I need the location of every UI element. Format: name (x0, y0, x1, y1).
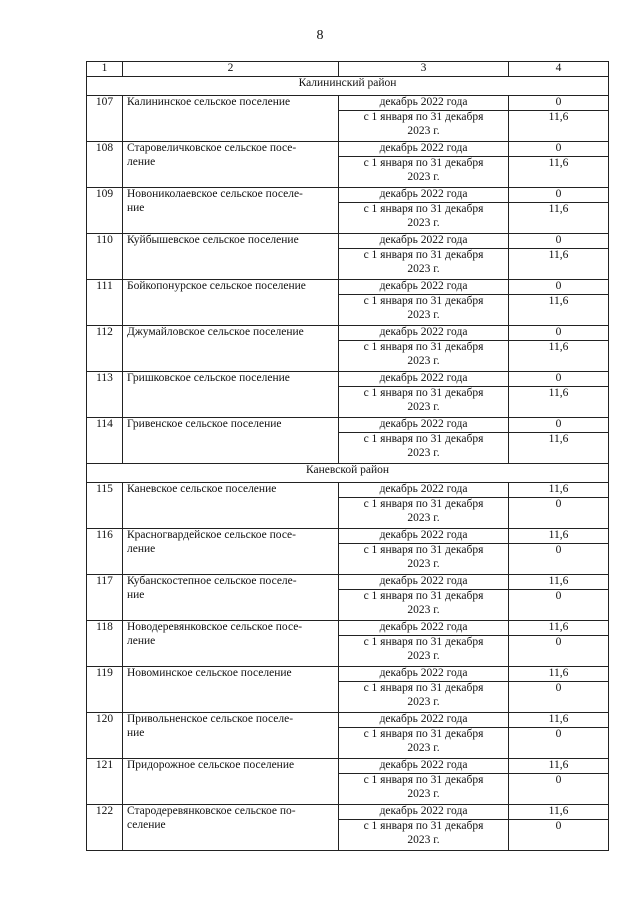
period-year-line2: 2023 г. (407, 695, 440, 708)
table-row (87, 575, 609, 590)
period-year-line1: с 1 января по 31 декабря (363, 590, 484, 602)
value-year: 11,6 (509, 249, 609, 280)
period-december: декабрь 2022 года (339, 713, 509, 728)
value-year: 11,6 (509, 433, 609, 464)
value-december: 0 (509, 326, 609, 341)
value-year: 0 (509, 682, 609, 713)
value-december: 0 (509, 234, 609, 249)
column-header: 3 (339, 62, 509, 77)
period-december: декабрь 2022 года (339, 529, 509, 544)
period-december: декабрь 2022 года (339, 188, 509, 203)
period-year (339, 295, 509, 326)
row-number: 116 (87, 529, 123, 575)
period-december: декабрь 2022 года (339, 142, 509, 157)
period-december: декабрь 2022 года (339, 483, 509, 498)
table-row (87, 96, 609, 111)
period-year (339, 249, 509, 280)
period-year-line1: с 1 января по 31 декабря (363, 636, 484, 648)
row-number: 107 (87, 96, 123, 142)
settlement-name: Гривенское сельское поселение (123, 418, 339, 464)
period-year-line1: с 1 января по 31 декабря (363, 728, 484, 740)
column-header: 4 (509, 62, 609, 77)
period-year-line2: 2023 г. (407, 124, 440, 137)
period-year-line2: 2023 г. (407, 603, 440, 616)
settlement-name: Придорожное сельское поселение (123, 759, 339, 805)
period-year-line2: 2023 г. (407, 557, 440, 570)
settlement-name: Гришковское сельское поселение (123, 372, 339, 418)
column-header: 1 (87, 62, 123, 77)
table-row (87, 326, 609, 341)
region-row (87, 77, 609, 96)
period-december: декабрь 2022 года (339, 667, 509, 682)
period-year-line2: 2023 г. (407, 833, 440, 846)
period-december: декабрь 2022 года (339, 234, 509, 249)
period-december: декабрь 2022 года (339, 96, 509, 111)
row-number: 121 (87, 759, 123, 805)
period-year-line2: 2023 г. (407, 787, 440, 800)
row-number: 114 (87, 418, 123, 464)
value-year: 11,6 (509, 157, 609, 188)
period-year (339, 774, 509, 805)
value-december: 11,6 (509, 529, 609, 544)
value-year: 0 (509, 544, 609, 575)
settlement-name: Привольненское сельское поселе- ние (123, 713, 339, 759)
table-body (87, 62, 609, 851)
period-year-line1: с 1 января по 31 декабря (363, 544, 484, 556)
row-number: 109 (87, 188, 123, 234)
settlement-name: Старовеличковское сельское посе- ление (123, 142, 339, 188)
settlement-name: Калининское сельское поселение (123, 96, 339, 142)
value-year: 0 (509, 636, 609, 667)
period-year (339, 203, 509, 234)
value-year: 11,6 (509, 341, 609, 372)
period-year-line2: 2023 г. (407, 262, 440, 275)
value-december: 0 (509, 96, 609, 111)
value-year: 11,6 (509, 387, 609, 418)
period-december: декабрь 2022 года (339, 575, 509, 590)
row-number: 113 (87, 372, 123, 418)
period-year-line2: 2023 г. (407, 400, 440, 413)
table-row (87, 234, 609, 249)
value-december: 11,6 (509, 713, 609, 728)
table-row (87, 418, 609, 433)
row-number: 108 (87, 142, 123, 188)
period-year (339, 544, 509, 575)
settlement-name: Красногвардейское сельское посе- ление (123, 529, 339, 575)
period-year (339, 636, 509, 667)
period-december: декабрь 2022 года (339, 372, 509, 387)
value-year: 11,6 (509, 203, 609, 234)
value-december: 11,6 (509, 667, 609, 682)
period-year-line1: с 1 января по 31 декабря (363, 295, 484, 307)
period-year (339, 682, 509, 713)
table-row (87, 372, 609, 387)
page-number: 8 (316, 28, 324, 43)
settlement-name: Новоминское сельское поселение (123, 667, 339, 713)
settlement-name: Новодеревянковское сельское посе- ление (123, 621, 339, 667)
period-year-line1: с 1 января по 31 декабря (363, 203, 484, 215)
value-year: 0 (509, 774, 609, 805)
value-december: 0 (509, 142, 609, 157)
row-number: 110 (87, 234, 123, 280)
table-row (87, 667, 609, 682)
period-year-line2: 2023 г. (407, 308, 440, 321)
period-year-line1: с 1 января по 31 декабря (363, 341, 484, 353)
settlement-name: Кубанскостепное сельское поселе- ние (123, 575, 339, 621)
table-row (87, 621, 609, 636)
period-december: декабрь 2022 года (339, 621, 509, 636)
value-december: 11,6 (509, 621, 609, 636)
settlement-name: Джумайловское сельское поселение (123, 326, 339, 372)
period-december: декабрь 2022 года (339, 280, 509, 295)
value-december: 0 (509, 372, 609, 387)
region-name: Каневской район (87, 464, 609, 483)
value-december: 11,6 (509, 805, 609, 820)
period-year (339, 590, 509, 621)
row-number: 115 (87, 483, 123, 529)
period-year-line1: с 1 января по 31 декабря (363, 820, 484, 832)
period-year (339, 728, 509, 759)
table-row (87, 713, 609, 728)
value-december: 0 (509, 188, 609, 203)
value-december: 0 (509, 280, 609, 295)
table-row (87, 483, 609, 498)
period-year-line2: 2023 г. (407, 649, 440, 662)
period-year-line2: 2023 г. (407, 354, 440, 367)
row-number: 117 (87, 575, 123, 621)
period-december: декабрь 2022 года (339, 805, 509, 820)
row-number: 120 (87, 713, 123, 759)
value-december: 11,6 (509, 759, 609, 774)
value-year: 0 (509, 728, 609, 759)
period-year (339, 341, 509, 372)
table-row (87, 805, 609, 820)
period-year-line2: 2023 г. (407, 170, 440, 183)
period-december: декабрь 2022 года (339, 326, 509, 341)
value-december: 0 (509, 418, 609, 433)
period-year-line1: с 1 января по 31 декабря (363, 774, 484, 786)
period-year-line2: 2023 г. (407, 741, 440, 754)
row-number: 112 (87, 326, 123, 372)
period-year-line1: с 1 января по 31 декабря (363, 498, 484, 510)
value-year: 0 (509, 590, 609, 621)
period-year (339, 433, 509, 464)
period-year-line2: 2023 г. (407, 446, 440, 459)
settlement-name: Бойкопонурское сельское поселение (123, 280, 339, 326)
row-number: 111 (87, 280, 123, 326)
row-number: 118 (87, 621, 123, 667)
value-december: 11,6 (509, 575, 609, 590)
column-header: 2 (123, 62, 339, 77)
tariff-table (86, 61, 609, 851)
row-number: 122 (87, 805, 123, 851)
period-december: декабрь 2022 года (339, 759, 509, 774)
period-december: декабрь 2022 года (339, 418, 509, 433)
period-year-line1: с 1 января по 31 декабря (363, 682, 484, 694)
value-year: 11,6 (509, 295, 609, 326)
row-number: 119 (87, 667, 123, 713)
region-row (87, 464, 609, 483)
settlement-name: Стародеревянковское сельское по- селение (123, 805, 339, 851)
value-year: 0 (509, 820, 609, 851)
table-row (87, 188, 609, 203)
period-year-line2: 2023 г. (407, 511, 440, 524)
value-year: 0 (509, 498, 609, 529)
settlement-name: Куйбышевское сельское поселение (123, 234, 339, 280)
table-row (87, 280, 609, 295)
period-year-line1: с 1 января по 31 декабря (363, 433, 484, 445)
header-row (87, 62, 609, 77)
value-year: 11,6 (509, 111, 609, 142)
period-year-line1: с 1 января по 31 декабря (363, 387, 484, 399)
period-year (339, 820, 509, 851)
period-year-line1: с 1 января по 31 декабря (363, 111, 484, 123)
period-year-line1: с 1 января по 31 декабря (363, 249, 484, 261)
table-row (87, 142, 609, 157)
period-year (339, 387, 509, 418)
period-year-line1: с 1 января по 31 декабря (363, 157, 484, 169)
settlement-name: Новониколаевское сельское поселе- ние (123, 188, 339, 234)
region-name: Калининский район (87, 77, 609, 96)
period-year-line2: 2023 г. (407, 216, 440, 229)
table-row (87, 529, 609, 544)
settlement-name: Каневское сельское поселение (123, 483, 339, 529)
table-row (87, 759, 609, 774)
period-year (339, 498, 509, 529)
period-year (339, 157, 509, 188)
period-year (339, 111, 509, 142)
value-december: 11,6 (509, 483, 609, 498)
